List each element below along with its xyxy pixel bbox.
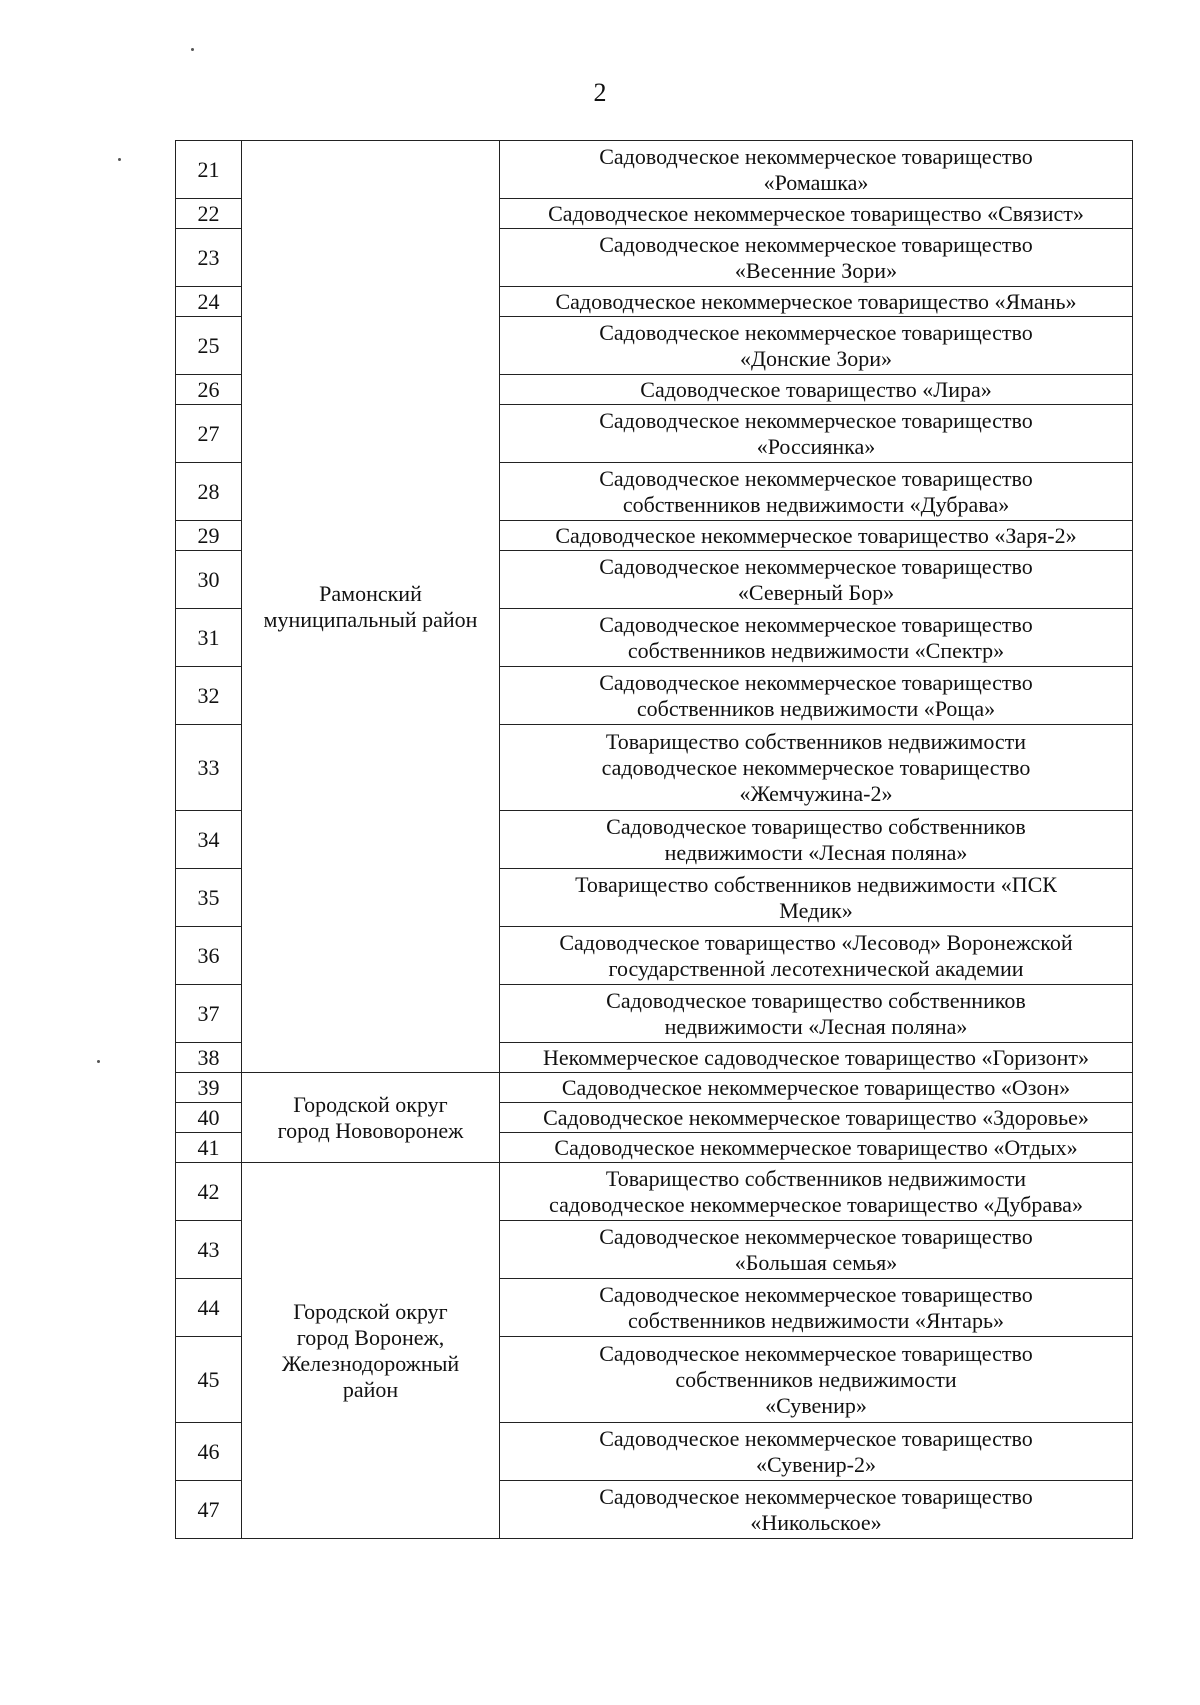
row-number: 46 [176, 1423, 242, 1481]
row-number: 23 [176, 229, 242, 287]
row-number: 42 [176, 1163, 242, 1221]
organization-name: Садоводческое некоммерческое товарищество «Здоровье» [500, 1103, 1133, 1133]
organization-name: Садоводческое некоммерческое товарищество «Никольское» [500, 1481, 1133, 1539]
scan-speck [118, 158, 121, 161]
organization-name: Садоводческое некоммерческое товарищество «Весенние Зори» [500, 229, 1133, 287]
row-number: 24 [176, 287, 242, 317]
row-number: 29 [176, 521, 242, 551]
organization-name: Садоводческое некоммерческое товарищество собственников недвижимости «Сувенир» [500, 1337, 1133, 1423]
district-voronezh-zheleznodorozhny: Городской округ город Воронеж, Железнодорожный район [242, 1163, 500, 1539]
scan-speck [191, 48, 194, 51]
organization-name: Садоводческое некоммерческое товарищество собственников недвижимости «Роща» [500, 667, 1133, 725]
organization-name: Садоводческое некоммерческое товарищество собственников недвижимости «Янтарь» [500, 1279, 1133, 1337]
row-number: 27 [176, 405, 242, 463]
organization-name: Некоммерческое садоводческое товарищество «Горизонт» [500, 1043, 1133, 1073]
district-novovoronezh: Городской округ город Нововоронеж [242, 1073, 500, 1163]
row-number: 36 [176, 927, 242, 985]
organization-name: Садоводческое товарищество «Лесовод» Воронежской государственной лесотехнической академии [500, 927, 1133, 985]
organization-name: Садоводческое некоммерческое товарищество «Россиянка» [500, 405, 1133, 463]
row-number: 32 [176, 667, 242, 725]
row-number: 47 [176, 1481, 242, 1539]
row-number: 38 [176, 1043, 242, 1073]
organization-name: Садоводческое некоммерческое товарищество собственников недвижимости «Дубрава» [500, 463, 1133, 521]
organization-name: Садоводческое некоммерческое товарищество «Большая семья» [500, 1221, 1133, 1279]
organization-name: Садоводческое некоммерческое товарищество «Ямань» [500, 287, 1133, 317]
row-number: 33 [176, 725, 242, 811]
organization-name: Товарищество собственников недвижимости садоводческое некоммерческое товарищество «Дубрава» [500, 1163, 1133, 1221]
organization-name: Садоводческое некоммерческое товарищество «Сувенир-2» [500, 1423, 1133, 1481]
organization-name: Садоводческое некоммерческое товарищество «Донские Зори» [500, 317, 1133, 375]
organization-name: Садоводческое некоммерческое товарищество «Заря-2» [500, 521, 1133, 551]
district-ramonsky: Рамонский муниципальный район [242, 141, 500, 1073]
organization-name: Садоводческое некоммерческое товарищество «Ромашка» [500, 141, 1133, 199]
organization-name: Товарищество собственников недвижимости садоводческое некоммерческое товарищество «Жемчужина-2» [500, 725, 1133, 811]
organization-name: Садоводческое товарищество «Лира» [500, 375, 1133, 405]
row-number: 31 [176, 609, 242, 667]
row-number: 28 [176, 463, 242, 521]
row-number: 39 [176, 1073, 242, 1103]
organization-name: Садоводческое некоммерческое товарищество «Связист» [500, 199, 1133, 229]
organization-name: Товарищество собственников недвижимости «ПСК Медик» [500, 869, 1133, 927]
row-number: 21 [176, 141, 242, 199]
row-number: 35 [176, 869, 242, 927]
row-number: 44 [176, 1279, 242, 1337]
table-row [176, 1073, 1133, 1103]
row-number: 40 [176, 1103, 242, 1133]
organization-name: Садоводческое товарищество собственников недвижимости «Лесная поляна» [500, 811, 1133, 869]
row-number: 41 [176, 1133, 242, 1163]
organization-name: Садоводческое некоммерческое товарищество собственников недвижимости «Спектр» [500, 609, 1133, 667]
row-number: 45 [176, 1337, 242, 1423]
table-row [176, 141, 1133, 199]
row-number: 37 [176, 985, 242, 1043]
row-number: 22 [176, 199, 242, 229]
scan-speck [97, 1060, 100, 1063]
organization-name: Садоводческое товарищество собственников недвижимости «Лесная поляна» [500, 985, 1133, 1043]
organization-name: Садоводческое некоммерческое товарищество «Отдых» [500, 1133, 1133, 1163]
organization-name: Садоводческое некоммерческое товарищество «Озон» [500, 1073, 1133, 1103]
row-number: 43 [176, 1221, 242, 1279]
registry-table [175, 140, 1133, 1539]
table-row [176, 1163, 1133, 1221]
row-number: 26 [176, 375, 242, 405]
row-number: 25 [176, 317, 242, 375]
organization-name: Садоводческое некоммерческое товарищество «Северный Бор» [500, 551, 1133, 609]
row-number: 34 [176, 811, 242, 869]
row-number: 30 [176, 551, 242, 609]
page-number: 2 [593, 78, 607, 107]
